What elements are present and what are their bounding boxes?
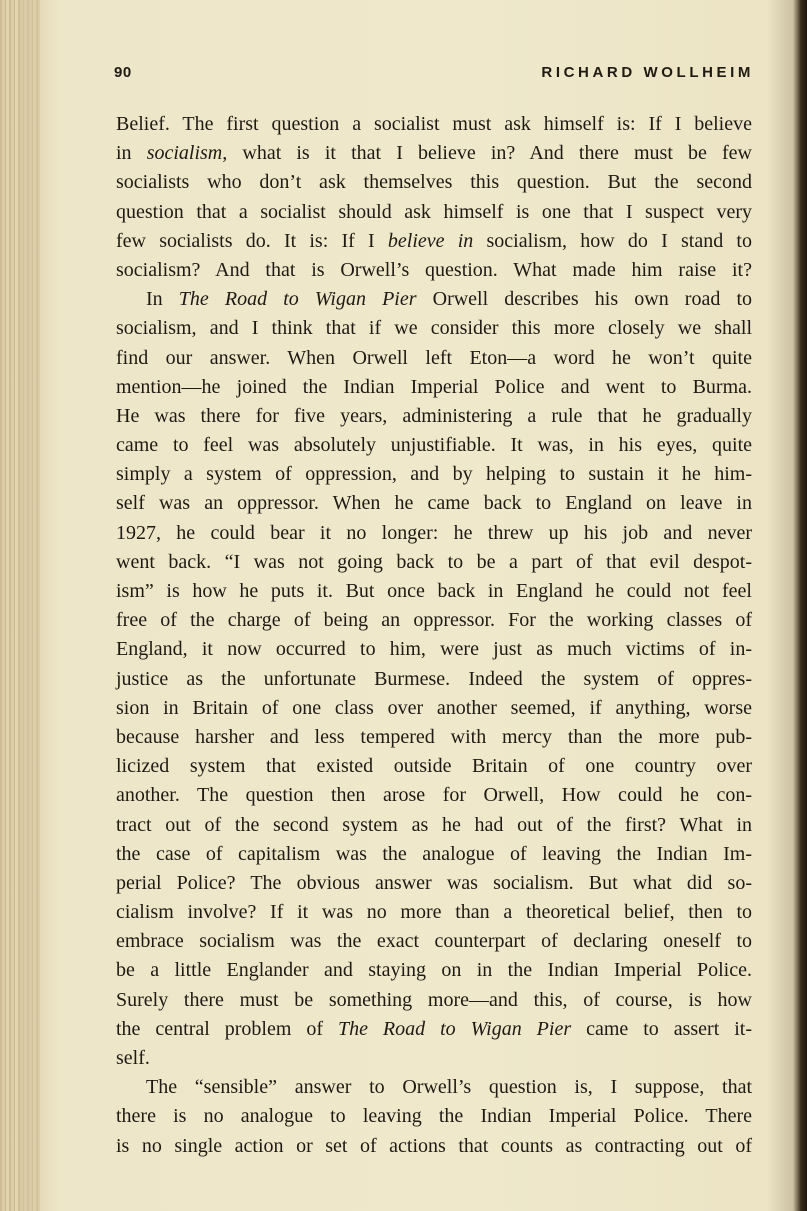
text-line: is no single action or set of actions that counts as contracting out of: [116, 1134, 752, 1157]
text-line: 1927, he could bear it no longer: he threw up his job and never: [116, 521, 752, 544]
text-line: in socialism, what is it that I believe in? And there must be few: [116, 142, 752, 165]
page-edge-shadow: [767, 0, 807, 1211]
text-line: socialism, and I think that if we consider this more closely we shall: [116, 317, 752, 340]
text-line: self was an oppressor. When he came back to England on leave in: [116, 492, 752, 515]
running-head-author: RICHARD WOLLHEIM: [541, 64, 754, 81]
text-line: justice as the unfortunate Burmese. Indeed the system of oppres-: [116, 667, 752, 690]
text-line: embrace socialism was the exact counterpart of declaring oneself to: [116, 930, 752, 953]
text-line: came to feel was absolutely unjustifiable. It was, in his eyes, quite: [116, 434, 752, 457]
text-line: ism” is how he puts it. But once back in England he could not feel: [116, 580, 752, 602]
text-line: sion in Britain of one class over another seemed, if anything, worse: [116, 696, 752, 719]
text-line: the central problem of The Road to Wigan Pier came to assert it-: [116, 1017, 752, 1040]
text-line: another. The question then arose for Orwell, How could he con-: [116, 784, 752, 807]
text-line: because harsher and less tempered with mercy than the more pub-: [116, 725, 752, 748]
text-line: England, it now occurred to him, were just as much victims of in-: [116, 638, 752, 661]
text-line: the case of capitalism was the analogue of leaving the Indian Im-: [116, 842, 752, 865]
text-line: He was there for five years, administering a rule that he gradually: [116, 404, 752, 427]
text-line: In The Road to Wigan Pier Orwell describes his own road to: [146, 288, 752, 311]
text-line: went back. “I was not going back to be a part of that evil despot-: [116, 550, 752, 573]
text-line: few socialists do. It is: If I believe in socialism, how do I stand to: [116, 229, 752, 252]
text-line: free of the charge of being an oppressor. For the working classes of: [116, 609, 752, 632]
text-line: be a little Englander and staying on in the Indian Imperial Police.: [116, 959, 752, 982]
text-line: find our answer. When Orwell left Eton—a word he won’t quite: [116, 346, 752, 369]
text-line: perial Police? The obvious answer was socialism. But what did so-: [116, 871, 752, 894]
text-line: self.: [116, 1047, 150, 1069]
text-line: simply a system of oppression, and by helping to sustain it he him-: [116, 463, 752, 486]
text-line: cialism involve? If it was no more than a theoretical belief, then to: [116, 901, 752, 924]
text-line: licized system that existed outside Britain of one country over: [116, 755, 752, 778]
gutter-shadow: [20, 0, 60, 1211]
text-line: The “sensible” answer to Orwell’s question is, I suppose, that: [146, 1076, 752, 1099]
text-line: mention—he joined the Indian Imperial Police and went to Burma.: [116, 375, 752, 398]
text-line: there is no analogue to leaving the Indian Imperial Police. There: [116, 1105, 752, 1128]
text-line: tract out of the second system as he had out of the first? What in: [116, 813, 752, 836]
text-line: socialists who don’t ask themselves this question. But the second: [116, 171, 752, 194]
text-line: Belief. The first question a socialist must ask himself is: If I believe: [116, 113, 752, 135]
body-text: [116, 110, 752, 1161]
text-line: question that a socialist should ask himself is one that I suspect very: [116, 200, 752, 223]
text-line: Surely there must be something more—and this, of course, is how: [116, 988, 752, 1011]
page-number: 90: [114, 64, 132, 81]
text-line: socialism? And that is Orwell’s question. What made him raise it?: [116, 258, 752, 281]
page-header: [114, 64, 754, 88]
